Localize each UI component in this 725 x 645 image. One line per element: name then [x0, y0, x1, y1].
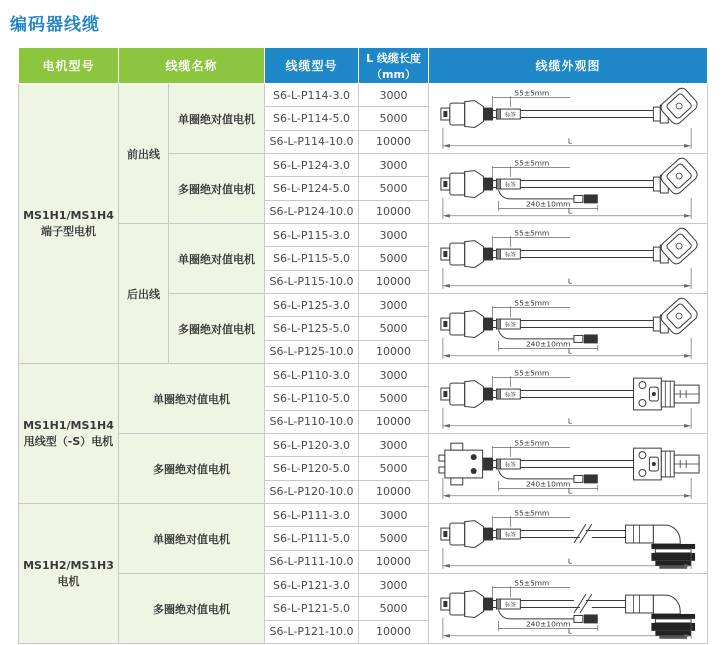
diagram-cell — [429, 574, 708, 644]
model-cell: S6-L-P110-3.0 — [265, 364, 359, 387]
diagram-cell — [429, 84, 708, 154]
length-cell: 10000 — [359, 480, 429, 503]
motor-group-cell — [19, 84, 119, 364]
header-cable-view: 线缆外观图 — [429, 48, 708, 84]
type-cell: 单圈绝对值电机 — [119, 504, 265, 574]
header-cable-name: 线缆名称 — [119, 48, 265, 84]
model-cell: S6-L-P115-5.0 — [265, 247, 359, 270]
type-cell: 多圈绝对值电机 — [169, 154, 265, 224]
length-cell: 3000 — [359, 504, 429, 527]
model-cell: S6-L-P114-3.0 — [265, 84, 359, 107]
header-cable-length-line2: （mm） — [371, 67, 416, 81]
length-cell: 10000 — [359, 550, 429, 573]
length-cell: 3000 — [359, 434, 429, 457]
diagram-cell — [429, 364, 708, 434]
model-cell: S6-L-P125-10.0 — [265, 340, 359, 363]
table-row — [19, 434, 708, 457]
length-cell: 5000 — [359, 177, 429, 200]
cable-diagram-straight — [429, 84, 706, 153]
model-cell: S6-L-P124-5.0 — [265, 177, 359, 200]
diagram-cell — [429, 224, 708, 294]
model-cell: S6-L-P125-5.0 — [265, 317, 359, 340]
length-cell: 3000 — [359, 364, 429, 387]
diagram-cell — [429, 294, 708, 364]
type-cell: 单圈绝对值电机 — [169, 224, 265, 294]
length-cell: 5000 — [359, 107, 429, 130]
length-cell: 10000 — [359, 340, 429, 363]
type-cell: 单圈绝对值电机 — [169, 84, 265, 154]
diagram-cell — [429, 504, 708, 574]
model-cell: S6-L-P114-5.0 — [265, 107, 359, 130]
model-cell: S6-L-P115-10.0 — [265, 270, 359, 293]
model-cell: S6-L-P110-5.0 — [265, 387, 359, 410]
length-cell: 10000 — [359, 200, 429, 223]
model-cell: S6-L-P110-10.0 — [265, 410, 359, 433]
encoder-cable-table — [18, 47, 708, 644]
length-cell: 5000 — [359, 597, 429, 620]
cable-diagram-straight — [429, 224, 706, 293]
length-cell: 3000 — [359, 574, 429, 597]
table-row — [19, 364, 708, 387]
model-cell: S6-L-P121-10.0 — [265, 620, 359, 643]
type-cell: 单圈绝对值电机 — [119, 364, 265, 434]
length-cell: 3000 — [359, 84, 429, 107]
diagram-cell — [429, 434, 708, 504]
model-cell: S6-L-P120-10.0 — [265, 480, 359, 503]
model-cell: S6-L-P121-5.0 — [265, 597, 359, 620]
cable-diagram-round-battery — [429, 574, 706, 643]
type-cell: 多圈绝对值电机 — [169, 294, 265, 364]
motor-group-cell — [19, 364, 119, 504]
type-cell: 多圈绝对值电机 — [119, 434, 265, 504]
motor-group-line2: 甩线型（-S）电机 — [23, 434, 114, 448]
cable-diagram-rect-connector — [429, 364, 706, 433]
page-title: 编码器线缆 — [10, 15, 100, 35]
table-row — [19, 224, 708, 247]
table-row — [19, 84, 708, 107]
table-row — [19, 504, 708, 527]
model-cell: S6-L-P114-10.0 — [265, 130, 359, 153]
motor-group-line1: MS1H1/MS1H4 — [23, 418, 114, 432]
length-cell: 5000 — [359, 247, 429, 270]
type-cell: 多圈绝对值电机 — [119, 574, 265, 644]
length-cell: 3000 — [359, 154, 429, 177]
exit-cell: 后出线 — [119, 224, 169, 364]
length-cell: 10000 — [359, 270, 429, 293]
motor-group-line2: 电机 — [57, 574, 80, 588]
model-cell: S6-L-P120-5.0 — [265, 457, 359, 480]
length-cell: 10000 — [359, 620, 429, 643]
cable-diagram-straight-battery — [429, 294, 706, 363]
model-cell: S6-L-P120-3.0 — [265, 434, 359, 457]
length-cell: 10000 — [359, 130, 429, 153]
header-motor-model: 电机型号 — [19, 48, 119, 84]
length-cell: 10000 — [359, 410, 429, 433]
model-cell: S6-L-P111-10.0 — [265, 550, 359, 573]
diagram-cell — [429, 154, 708, 224]
header-cable-length-line1: L 线缆长度 — [366, 51, 421, 65]
length-cell: 3000 — [359, 224, 429, 247]
model-cell: S6-L-P124-10.0 — [265, 200, 359, 223]
length-cell: 5000 — [359, 527, 429, 550]
motor-group-line2: 端子型电机 — [41, 224, 96, 238]
table-header-row — [19, 48, 708, 84]
model-cell: S6-L-P115-3.0 — [265, 224, 359, 247]
header-cable-length — [359, 48, 429, 84]
length-cell: 3000 — [359, 294, 429, 317]
model-cell: S6-L-P111-3.0 — [265, 504, 359, 527]
cable-diagram-dsub-battery — [429, 434, 706, 503]
cable-diagram-round-connector — [429, 504, 706, 573]
model-cell: S6-L-P111-5.0 — [265, 527, 359, 550]
model-cell: S6-L-P125-3.0 — [265, 294, 359, 317]
length-cell: 5000 — [359, 457, 429, 480]
header-cable-model: 线缆型号 — [265, 48, 359, 84]
cable-diagram-straight-battery — [429, 154, 706, 223]
table-row — [19, 574, 708, 597]
exit-cell: 前出线 — [119, 84, 169, 224]
length-cell: 5000 — [359, 387, 429, 410]
motor-group-line1: MS1H1/MS1H4 — [23, 208, 114, 222]
motor-group-cell — [19, 504, 119, 644]
motor-group-line1: MS1H2/MS1H3 — [23, 558, 114, 572]
model-cell: S6-L-P121-3.0 — [265, 574, 359, 597]
model-cell: S6-L-P124-3.0 — [265, 154, 359, 177]
length-cell: 5000 — [359, 317, 429, 340]
